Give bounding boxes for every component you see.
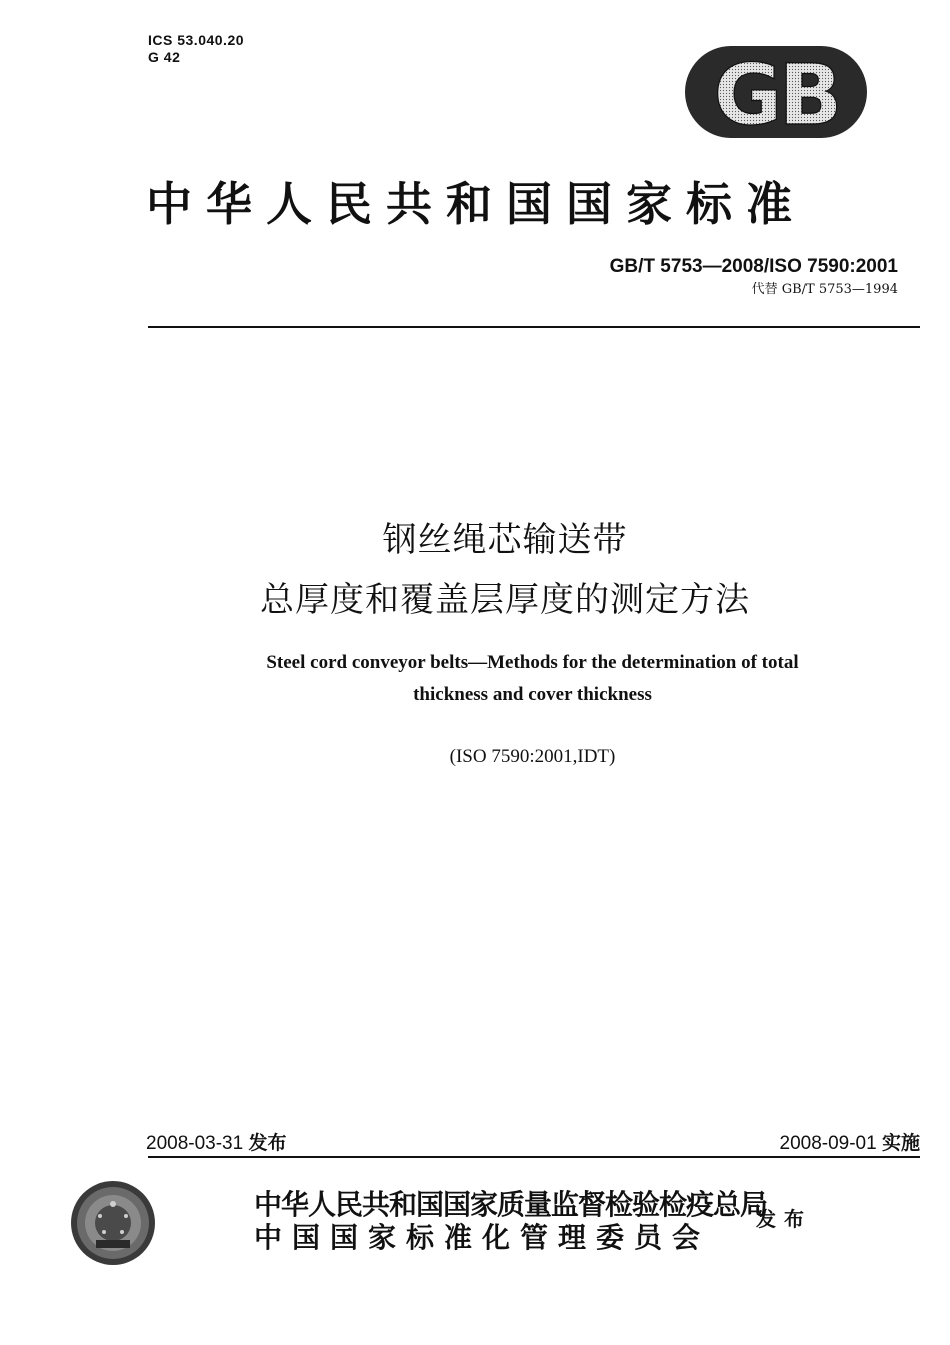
issue-date-line [146,1128,287,1155]
publish-label: 发布 [756,1207,812,1231]
title-cn-line2: 总厚度和覆盖层厚度的测定方法 [260,580,750,620]
publisher-sac: 中国国家标准化管理委员会 [254,1221,711,1254]
replaces-standard: 代替 GB/T 5753—1994 [751,282,898,297]
implementation-label: 实施 [881,1132,920,1154]
title-cn-line1: 钢丝绳芯输送带 [382,520,628,560]
iso-equivalence: (ISO 7590:2001,IDT) [449,746,616,767]
national-standard-title: 中华人民共和国国家标准 [146,177,806,231]
ccs-code: G 42 [148,49,181,65]
title-en-line1: Steel cord conveyor belts—Methods for the determination of total [266,652,799,673]
top-divider [148,326,920,328]
gb-logo-text: GB [713,46,839,140]
ics-code: ICS 53.040.20 [148,32,245,48]
bottom-divider [148,1156,920,1158]
title-en-line2: thickness and cover thickness [413,684,652,705]
classification-codes [148,32,244,66]
official-seal-emblem [70,1180,156,1266]
issue-label: 发布 [248,1132,287,1154]
publisher-aqsiq: 中华人民共和国国家质量监督检验检疫总局 [254,1188,768,1221]
gb-logo [683,44,869,140]
implementation-date: 2008-09-01 [779,1133,877,1154]
implementation-date-line [780,1128,921,1155]
issue-date: 2008-03-31 [146,1133,244,1154]
standard-number: GB/T 5753—2008/ISO 7590:2001 [609,256,898,277]
